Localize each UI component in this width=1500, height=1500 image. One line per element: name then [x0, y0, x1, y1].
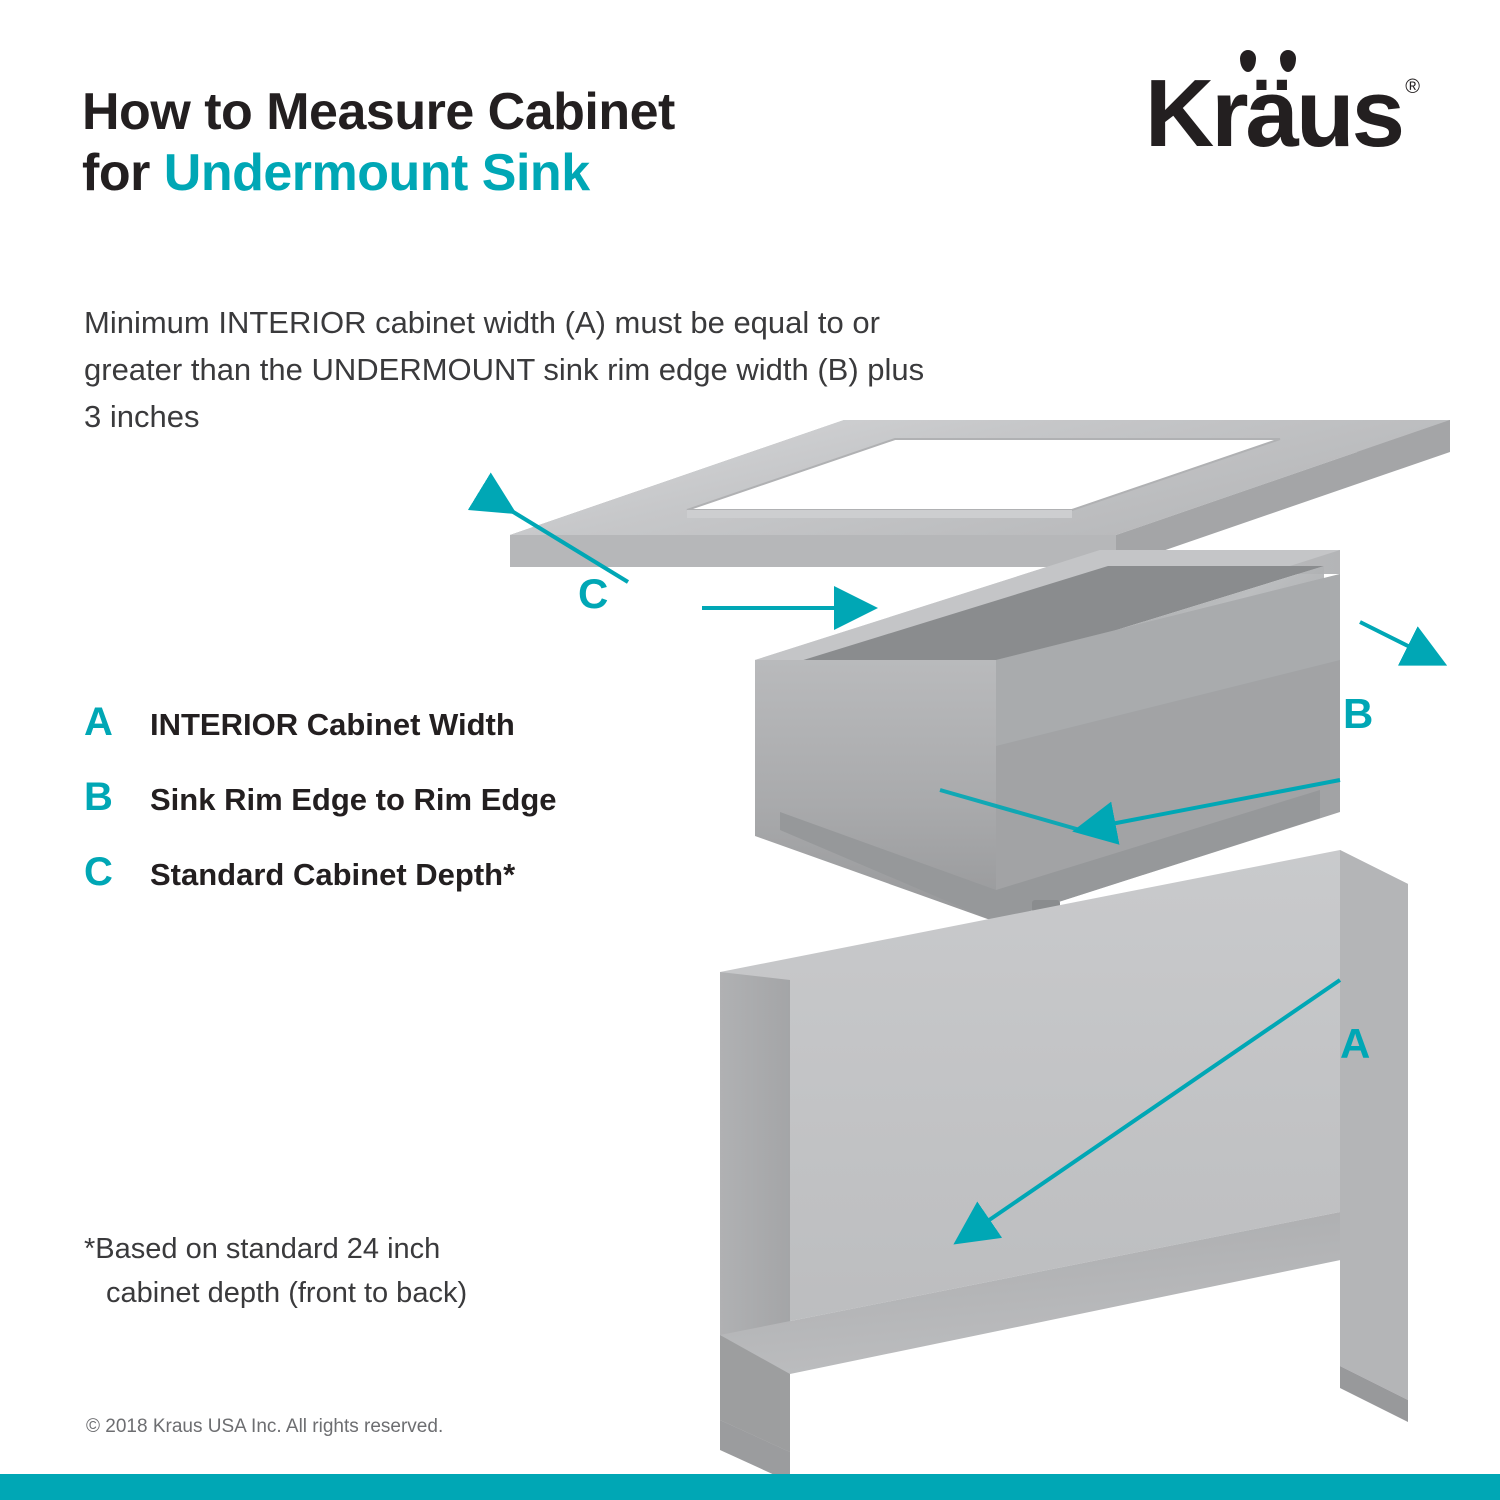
- registered-mark: ®: [1405, 76, 1420, 98]
- footnote-line-1: *Based on standard 24 inch: [84, 1233, 441, 1265]
- brand-name: Kräus: [1144, 60, 1402, 167]
- countertop-cutout: [510, 420, 1450, 567]
- legend-letter-c: C: [84, 850, 113, 894]
- legend-label-c: Standard Cabinet Depth*: [150, 857, 516, 892]
- legend-letter-b: B: [84, 775, 113, 819]
- dimension-label-c: C: [578, 570, 609, 617]
- footnote-line-2: cabinet depth (front to back): [106, 1276, 468, 1309]
- dimension-label-b: B: [1343, 690, 1374, 737]
- copyright-text: © 2018 Kraus USA Inc. All rights reserved.: [86, 1416, 444, 1437]
- dimension-label-a: A: [1340, 1020, 1371, 1067]
- title-line-1: How to Measure Cabinet: [82, 83, 675, 141]
- page-title: [82, 82, 962, 205]
- legend-label-a: INTERIOR Cabinet Width: [150, 707, 515, 742]
- title-accent: Undermount Sink: [163, 144, 590, 203]
- cabinet-box: [720, 850, 1408, 1480]
- title-line-2: [82, 143, 962, 204]
- bottom-accent-bar: [0, 1474, 1500, 1500]
- subtitle-text: Minimum INTERIOR cabinet width (A) must be equal to or greater than the UNDERMOUNT sink rim edge width (B) plus 3 inches: [84, 305, 925, 435]
- legend-label-b: Sink Rim Edge to Rim Edge: [150, 782, 557, 817]
- legend-letter-a: A: [84, 700, 113, 744]
- brand-logo: [1020, 48, 1420, 168]
- product-diagram: [440, 360, 1480, 1480]
- sink-basin: [755, 550, 1340, 922]
- title-prefix: for: [82, 144, 164, 203]
